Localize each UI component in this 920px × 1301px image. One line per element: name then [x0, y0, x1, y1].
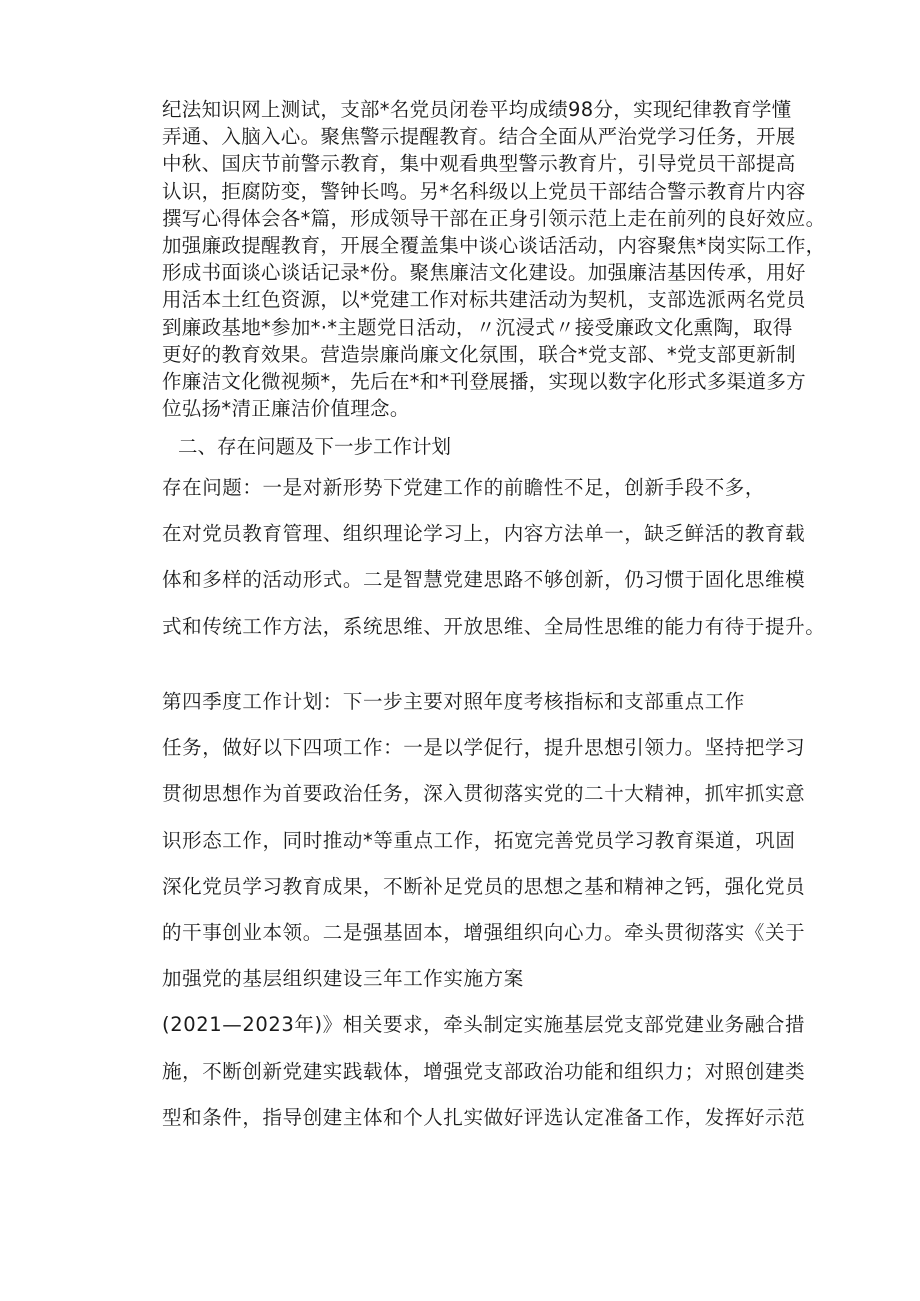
work-plan-paragraph — [162, 679, 806, 1141]
paragraph-line: 形成书面谈心谈话记录*份。聚焦廉洁文化建设。加强廉洁基因传承，用好 — [162, 261, 806, 285]
section-heading: 二、存在问题及下一步工作计划 — [178, 435, 452, 458]
paragraph-line: 贯彻思想作为首要政治任务，深入贯彻落实党的二十大精神，抓牢抓实意 — [162, 782, 806, 806]
paragraph-line: 认识，拒腐防变，警钟长鸣。另*名科级以上党员干部结合警示教育片内容 — [162, 179, 806, 203]
paragraph-line: 体和多样的活动形式。二是智慧党建思路不够创新，仍习惯于固化思维模 — [162, 568, 806, 592]
paragraph-line: 更好的教育效果。营造崇廉尚廉文化氛围，联合*党支部、*党支部更新制 — [162, 342, 796, 366]
paragraph-line: 深化党员学习教育成果，不断补足党员的思想之基和精神之钙，强化党员 — [162, 874, 806, 898]
paragraph-line: 加强廉政提醒教育，开展全覆盖集中谈心谈话活动，内容聚焦*岗实际工作， — [162, 234, 826, 258]
paragraph-line: 的干事创业本领。二是强基固本，增强组织向心力。牵头贯彻落实《关于 — [162, 921, 806, 945]
paragraph-line: 作廉洁文化微视频*，先后在*和*刊登展播，实现以数字化形式多渠道多方 — [162, 370, 806, 394]
paragraph-line: 加强党的基层组织建设三年工作实施方案 — [162, 967, 524, 991]
paragraph-line: 中秋、国庆节前警示教育，集中观看典型警示教育片，引导党员干部提高 — [162, 152, 796, 176]
paragraph-line: 式和传统工作方法，系统思维、开放思维、全局性思维的能力有待于提升。 — [162, 614, 826, 638]
discipline-education-paragraph — [162, 96, 826, 422]
problems-paragraph — [162, 465, 826, 650]
paragraph-line: 到廉政基地*参加*·*主题党日活动，〃沉浸式〃接受廉政文化熏陶，取得 — [162, 315, 793, 339]
paragraph-line: 纪法知识网上测试，支部*名党员闭卷平均成绩98分，实现纪律教育学懂 — [162, 98, 792, 121]
paragraph-line: 撰写心得体会各*篇，形成领导干部在正身引领示范上走在前列的良好效应。 — [162, 206, 826, 230]
paragraph-line: (2021—2023年)》相关要求，牵头制定实施基层党支部党建业务融合措 — [162, 1013, 806, 1037]
paragraph-line: 型和条件，指导创建主体和个人扎实做好评选认定准备工作，发挥好示范 — [162, 1105, 806, 1129]
paragraph-line: 在对党员教育管理、组织理论学习上，内容方法单一，缺乏鲜活的教育载 — [162, 522, 806, 546]
paragraph-line: 弄通、入脑入心。聚焦警示提醒教育。结合全面从严治党学习任务，开展 — [162, 125, 796, 149]
paragraph-line: 施，不断创新党建实践载体，增强党支部政治功能和组织力；对照创建类 — [162, 1059, 806, 1083]
paragraph-line: 位弘扬*清正廉洁价值理念。 — [162, 397, 410, 421]
paragraph-line: 第四季度工作计划：下一步主要对照年度考核指标和支部重点工作 — [162, 690, 745, 713]
paragraph-line: 存在问题：一是对新形势下党建工作的前瞻性不足，创新手段不多， — [162, 476, 766, 499]
paragraph-line: 识形态工作，同时推动*等重点工作，拓宽完善党员学习教育渠道，巩固 — [162, 828, 796, 852]
paragraph-line: 任务，做好以下四项工作：一是以学促行，提升思想引领力。坚持把学习 — [162, 736, 806, 760]
paragraph-line: 用活本土红色资源，以*党建工作对标共建活动为契机，支部选派两名党员 — [162, 288, 806, 312]
